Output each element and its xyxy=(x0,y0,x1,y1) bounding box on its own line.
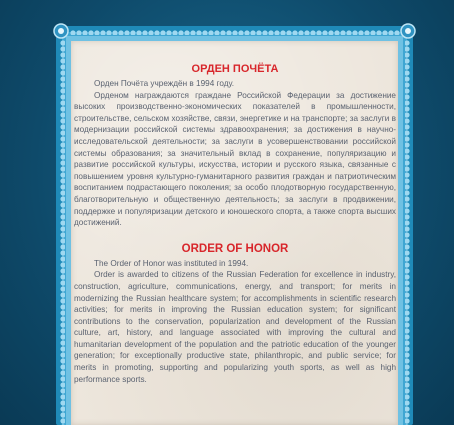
frame-scallop-top xyxy=(70,27,400,35)
corner-ornament-top-right xyxy=(399,22,417,40)
russian-title: ОРДЕН ПОЧЁТА xyxy=(191,63,279,75)
frame-scallop-right xyxy=(405,40,413,425)
russian-section xyxy=(74,62,396,229)
frame-scallop-left xyxy=(57,40,65,425)
document-content xyxy=(74,62,396,385)
english-section xyxy=(74,242,396,386)
russian-body: Орденом награждаются граждане Российской Федерации за достижение высоких производственно-экономических показателей в промышленности, строительстве, сельском хозяйстве, связи, энергетике и на транспорте; за заслуги в модернизации российской системы здравоохранения; за достижения в научно-исследовательской деятельности; за заслуги в усовершенствовании российской системы образования; за значительный вклад в сохранение, популяризацию и развитие российской культуры, искусства, истории и русского языка, связанные с повышением уровня культурно-гуманитарного развития граждан и патриотическим воспитанием подрастающего поколения; за особо плодотворную государственную, благотворительную и общественную деятельность; за заслуги в продвижении, поддержке и популяризации детского и юношеского спорта, а также спорта высших достижений. xyxy=(74,90,396,228)
english-body: Order is awarded to citizens of the Russian Federation for excellence in industry, construction, agriculture, communications, energy, and transport; for merits in modernizing the Russian healthcare system; for accomplishments in scientific research activities; for merits in improving the Russian education system; for significant contributions to the conservation, popularization and development of the Russian culture, art, history, and language associated with improving the cultural and humanitarian development of the population and the patriotic education of the younger generation; for exceptionally productive state, philanthropic, and public service; for merits in promoting, supporting and popularizing youth sports, as well as high performance sports. xyxy=(74,270,396,384)
russian-intro: Орден Почёта учреждён в 1994 году. xyxy=(94,79,235,88)
english-intro: The Order of Honor was instituted in 1994. xyxy=(94,258,249,268)
corner-ornament-top-left xyxy=(52,22,70,40)
english-title: ORDER OF HONOR xyxy=(181,242,289,255)
